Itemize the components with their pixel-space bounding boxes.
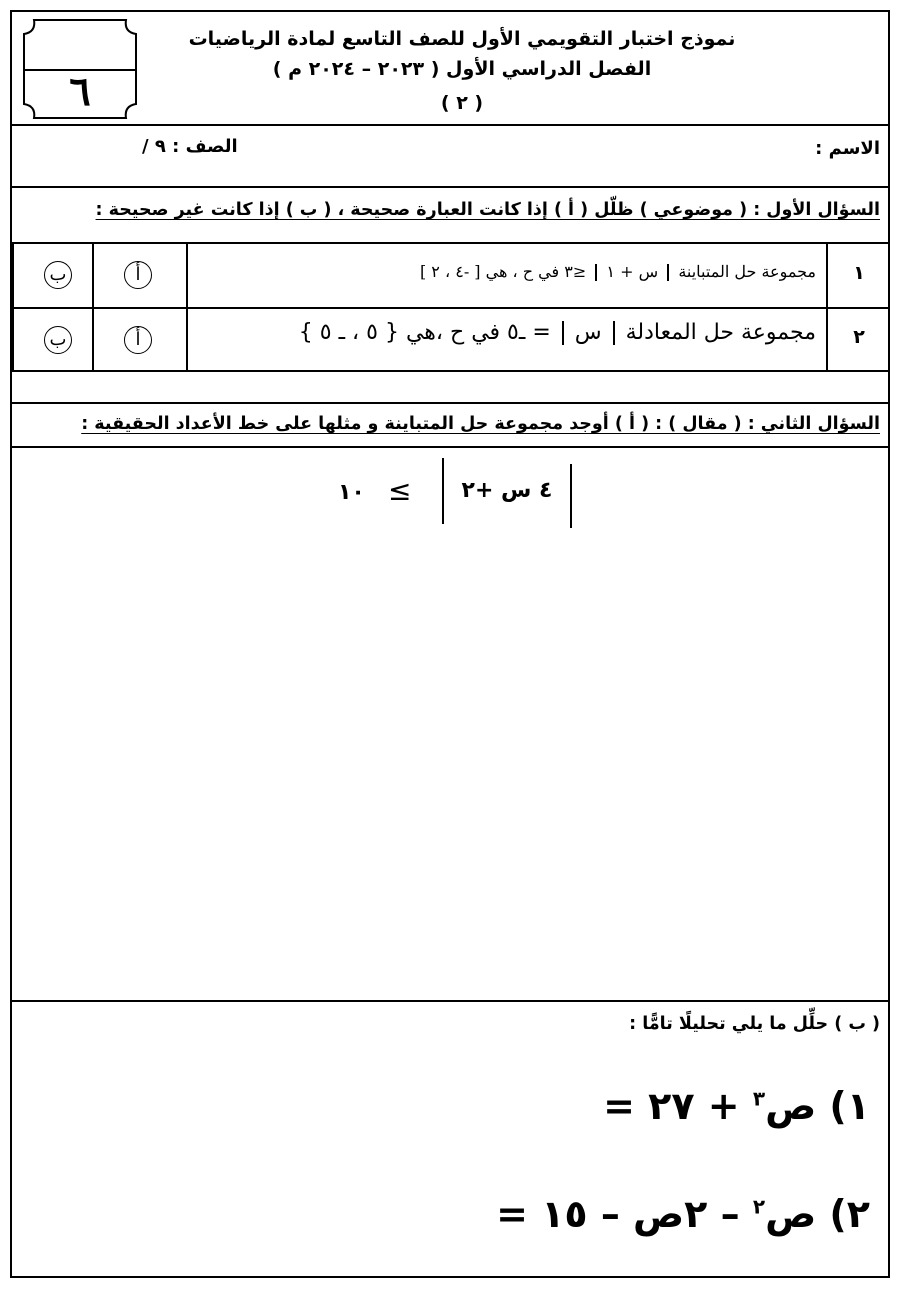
divider [12,124,888,126]
table-row-number: ٢ [853,326,865,348]
table-row-divider [14,307,888,309]
inequality-sign: ≤ [388,474,412,507]
divider [12,1000,888,1002]
abs-bar [595,264,597,282]
divider [12,446,888,448]
option-b-bubble[interactable]: ب [44,261,72,289]
inequality-abs-expression: ٤ س +٢ [461,478,553,503]
abs-bar [442,458,444,524]
factor-item-rest: + ٢٧ = [603,1084,740,1128]
factor-item-1 [603,1084,870,1128]
factor-item-exponent: ٣ [752,1086,766,1111]
statement-1-text: مجموعة حل المتباينة [678,262,816,281]
factor-item-base: ص [765,1084,817,1128]
factor-item-2 [496,1192,870,1236]
statement-1-abs: س + ١ [606,262,659,281]
option-a-bubble[interactable]: أ [124,326,152,354]
statement-2 [196,320,816,345]
part-b-heading: ( ب ) حلِّل ما يلي تحليلًا تامًّا : [629,1014,880,1034]
abs-bar [613,321,615,345]
student-name-label: الاسم : [815,138,880,159]
exam-model-number: ( ٢ ) [440,92,484,114]
factor-item-label: ١) [829,1084,870,1128]
exam-number: ٦ [69,68,91,115]
question-2-heading: السؤال الثاني : ( مقال ) : ( أ ) أوجد مجموعة حل المتباينة و مثلها على خط الأعداد الحقيقية : [81,414,880,434]
abs-bar [562,321,564,345]
table-row-number: ١ [853,262,865,284]
statement-2-abs: س [574,320,602,345]
abs-bar [667,264,669,282]
statement-1-rest: ≤٣ في ح ، هي [ -٤ ، ٢ ] [419,262,587,281]
divider [12,402,888,404]
factor-item-base: ص [765,1192,817,1236]
table-col-divider [186,244,188,370]
factor-item-label: ٢) [829,1192,870,1236]
option-b-bubble[interactable]: ب [44,326,72,354]
question-1-table [12,242,890,372]
exam-sheet [10,10,890,1278]
exam-title: نموذج اختبار التقويمي الأول للصف التاسع لمادة الرياضيات [188,28,736,50]
table-col-divider [92,244,94,370]
statement-2-text: مجموعة حل المعادلة [625,320,816,345]
divider [12,186,888,188]
statement-2-rest: = ـ٥ في ح ،هي { ٥ ، ـ ٥ } [298,320,551,345]
student-class-label: الصف : ٩ / [142,136,238,157]
exam-semester: الفصل الدراسي الأول ( ٢٠٢٣ – ٢٠٢٤ م ) [272,58,652,80]
option-a-bubble[interactable]: أ [124,261,152,289]
abs-bar [570,464,572,528]
question-1-heading: السؤال الأول : ( موضوعي ) ظلّل ( أ ) إذا كانت العبارة صحيحة ، ( ب ) إذا كانت غير صحيحة : [95,200,880,220]
factor-item-exponent: ٢ [752,1194,766,1219]
factor-item-rest: – ٢ص – ١٥ = [496,1192,740,1236]
inequality-rhs: ١٠ [338,480,365,505]
statement-1 [196,262,816,281]
